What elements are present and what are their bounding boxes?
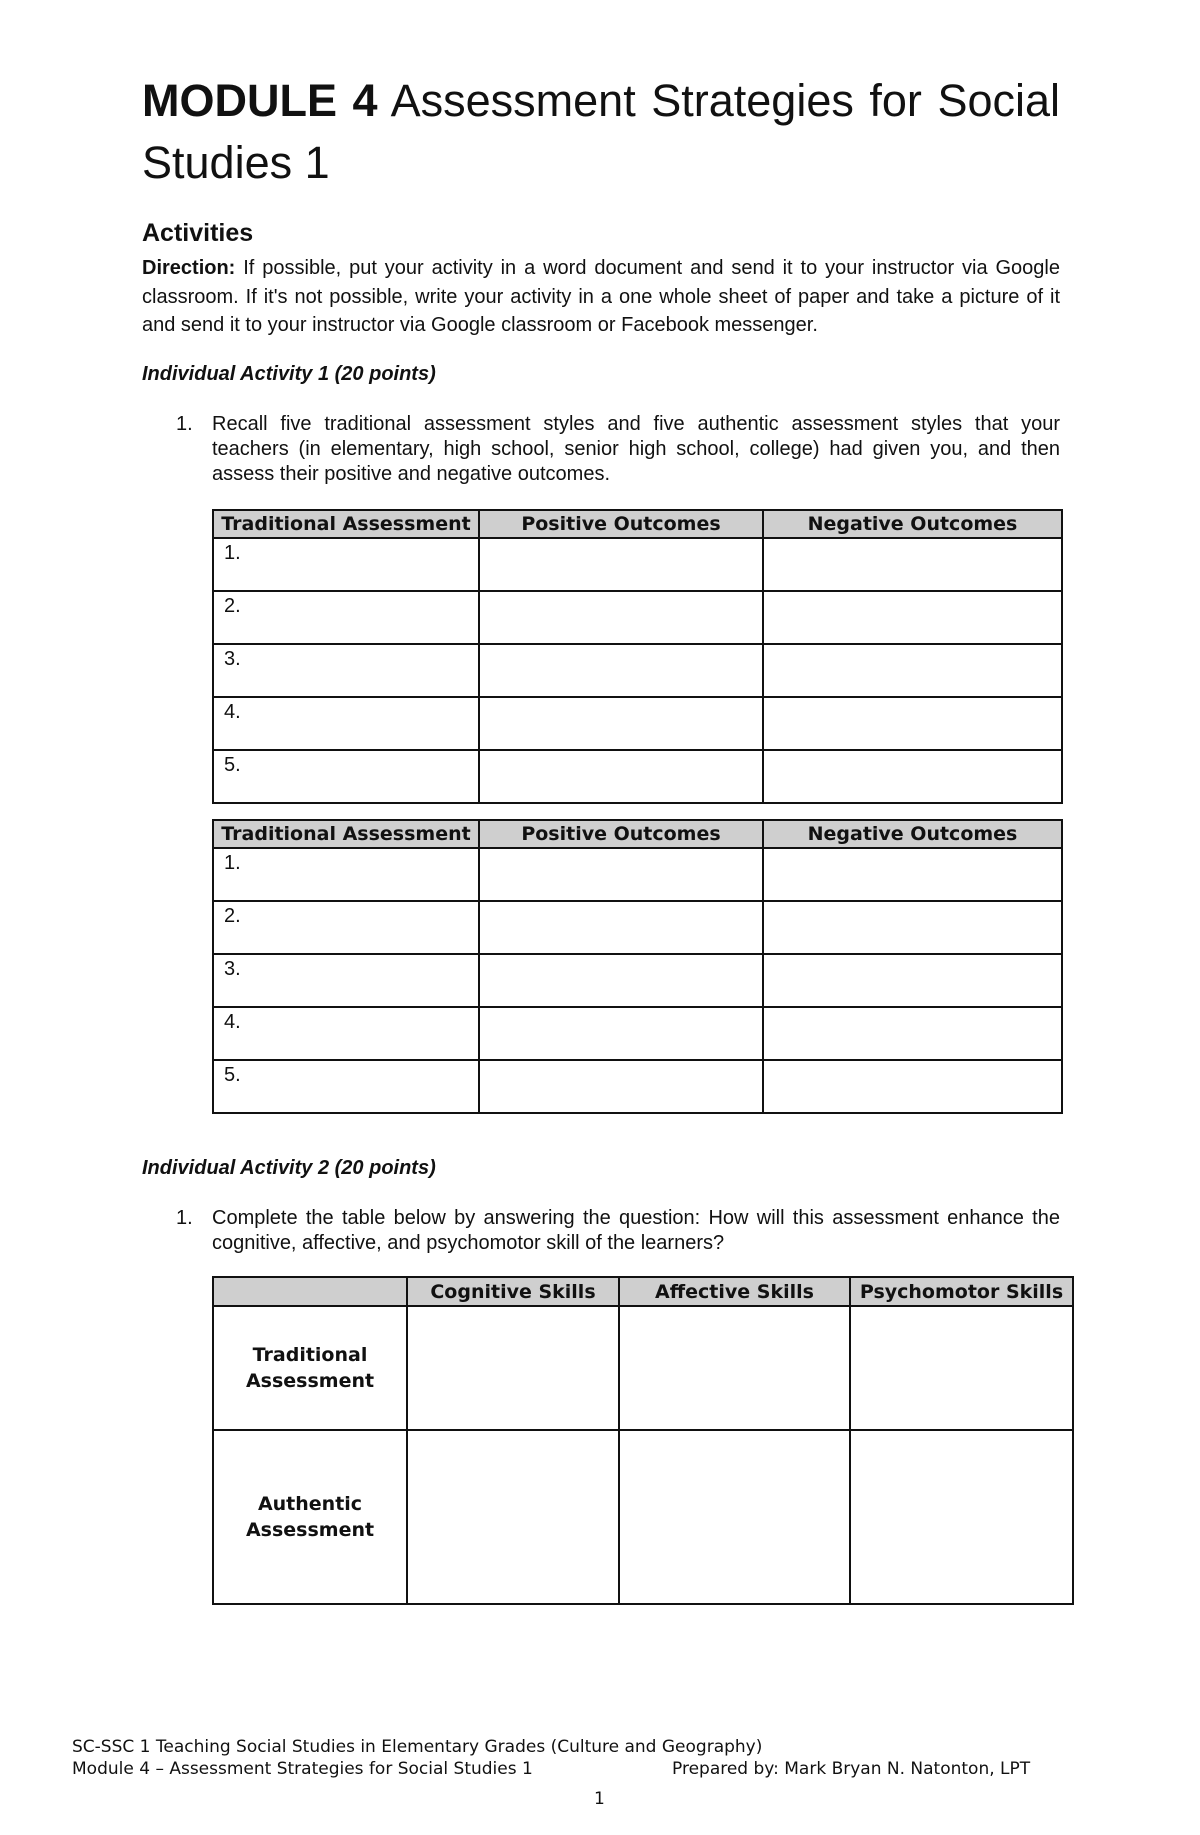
- answer-cell[interactable]: [479, 901, 763, 954]
- table-row: [213, 1306, 1073, 1430]
- page-number: 1: [594, 1789, 605, 1809]
- column-header-empty: [213, 1277, 407, 1306]
- table-row: [213, 697, 1062, 750]
- answer-cell[interactable]: [479, 1007, 763, 1060]
- answer-cell[interactable]: [479, 697, 763, 750]
- answer-cell[interactable]: [763, 901, 1062, 954]
- table-header-row: [213, 1277, 1073, 1306]
- direction-paragraph: [142, 254, 1060, 340]
- column-header: Negative Outcomes: [763, 510, 1062, 538]
- column-header: Psychomotor Skills: [850, 1277, 1073, 1306]
- row-number: 5.: [213, 750, 479, 803]
- table-row: [213, 644, 1062, 697]
- answer-cell[interactable]: [763, 644, 1062, 697]
- table-row: [213, 1007, 1062, 1060]
- table-header-row: [213, 820, 1062, 848]
- column-header: Affective Skills: [619, 1277, 850, 1306]
- activity2-item-number: 1.: [176, 1207, 193, 1229]
- answer-cell[interactable]: [850, 1306, 1073, 1430]
- answer-cell[interactable]: [763, 750, 1062, 803]
- column-header: Negative Outcomes: [763, 820, 1062, 848]
- column-header: Traditional Assessment: [213, 820, 479, 848]
- activity2-instruction-text: Complete the table below by answering the question: How will this assessment enhance the cognitive, affective, and psychomotor skill of the learners?: [212, 1207, 1060, 1254]
- answer-cell[interactable]: [763, 1060, 1062, 1113]
- activity2-heading: Individual Activity 2 (20 points): [142, 1157, 436, 1179]
- table-row: [213, 848, 1062, 901]
- table-row: [213, 750, 1062, 803]
- answer-cell[interactable]: [479, 644, 763, 697]
- skills-table: [212, 1276, 1074, 1605]
- answer-cell[interactable]: [479, 591, 763, 644]
- answer-cell[interactable]: [763, 1007, 1062, 1060]
- answer-cell[interactable]: [619, 1306, 850, 1430]
- column-header: Positive Outcomes: [479, 510, 763, 538]
- answer-cell[interactable]: [407, 1430, 619, 1604]
- column-header: Traditional Assessment: [213, 510, 479, 538]
- row-number: 2.: [213, 591, 479, 644]
- title-module: MODULE 4: [142, 75, 378, 126]
- row-number: 4.: [213, 697, 479, 750]
- title-subject: Assessment Strategies for Social Studies 1: [142, 75, 1061, 188]
- answer-cell[interactable]: [407, 1306, 619, 1430]
- table-row: [213, 538, 1062, 591]
- row-number: 3.: [213, 644, 479, 697]
- footer-course: SC-SSC 1 Teaching Social Studies in Elementary Grades (Culture and Geography): [72, 1737, 763, 1757]
- activity1-heading: Individual Activity 1 (20 points): [142, 363, 436, 385]
- footer-module: Module 4 – Assessment Strategies for Social Studies 1: [72, 1759, 533, 1779]
- table-row: [213, 901, 1062, 954]
- page-title: [142, 70, 1060, 194]
- column-header: Positive Outcomes: [479, 820, 763, 848]
- row-number: 1.: [213, 848, 479, 901]
- activity1-instruction-text: Recall five traditional assessment styles and five authentic assessment styles that your teachers (in elementary, high school, senior high school, college) had given you, and then assess their positive and negative outcomes.: [212, 413, 1060, 485]
- activity1-item-number: 1.: [176, 413, 193, 435]
- answer-cell[interactable]: [763, 591, 1062, 644]
- row-label-line: Assessment: [245, 1519, 375, 1541]
- answer-cell[interactable]: [479, 1060, 763, 1113]
- footer-prepared-by: Prepared by: Mark Bryan N. Natonton, LPT: [672, 1759, 1031, 1779]
- activities-heading: Activities: [142, 219, 254, 247]
- answer-cell[interactable]: [763, 954, 1062, 1007]
- direction-text: If possible, put your activity in a word document and send it to your instructor via Google classroom. If it's not possible, write your activity in a one whole sheet of paper and take a picture of it and send it to your instructor via Google classroom or Facebook messenger.: [142, 257, 1060, 336]
- activity1-instruction: [176, 412, 1060, 487]
- outcomes-table-2: [212, 819, 1063, 1114]
- answer-cell[interactable]: [763, 538, 1062, 591]
- activity2-instruction: [176, 1206, 1060, 1256]
- answer-cell[interactable]: [763, 697, 1062, 750]
- row-label: [213, 1430, 407, 1604]
- answer-cell[interactable]: [763, 848, 1062, 901]
- answer-cell[interactable]: [479, 750, 763, 803]
- table-row: [213, 591, 1062, 644]
- row-number: 3.: [213, 954, 479, 1007]
- row-number: 2.: [213, 901, 479, 954]
- answer-cell[interactable]: [479, 954, 763, 1007]
- row-label-line: Authentic: [257, 1493, 363, 1515]
- column-header: Cognitive Skills: [407, 1277, 619, 1306]
- row-number: 5.: [213, 1060, 479, 1113]
- row-label-line: Assessment: [245, 1370, 375, 1392]
- answer-cell[interactable]: [479, 848, 763, 901]
- answer-cell[interactable]: [479, 538, 763, 591]
- row-number: 4.: [213, 1007, 479, 1060]
- table-row: [213, 1430, 1073, 1604]
- direction-label: Direction:: [142, 257, 236, 279]
- row-number: 1.: [213, 538, 479, 591]
- table-row: [213, 1060, 1062, 1113]
- table-header-row: [213, 510, 1062, 538]
- row-label-line: Traditional: [252, 1344, 368, 1366]
- answer-cell[interactable]: [619, 1430, 850, 1604]
- outcomes-table-1: [212, 509, 1063, 804]
- row-label: [213, 1306, 407, 1430]
- table-row: [213, 954, 1062, 1007]
- answer-cell[interactable]: [850, 1430, 1073, 1604]
